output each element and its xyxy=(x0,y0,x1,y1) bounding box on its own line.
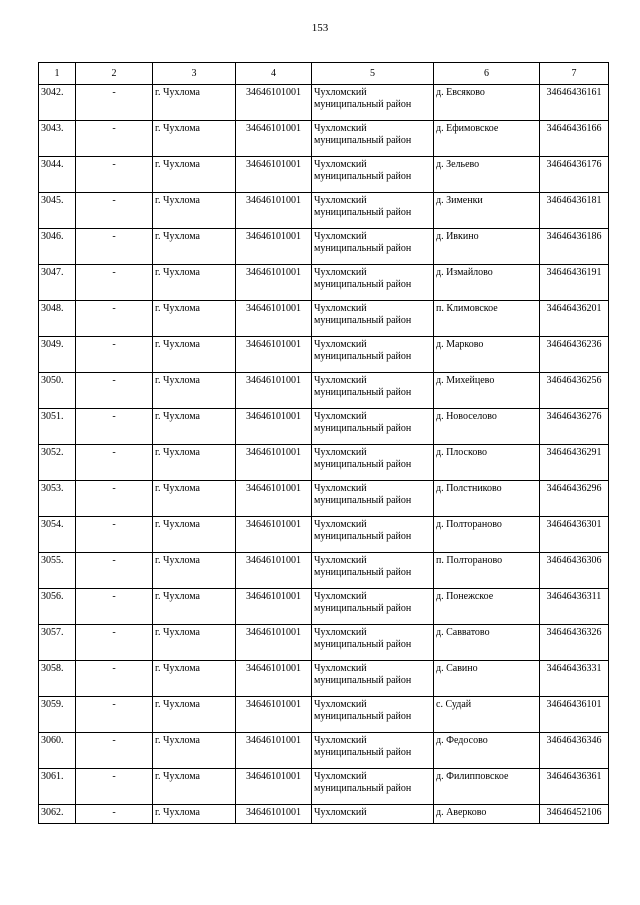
oktmo-cell: 34646436276 xyxy=(540,409,609,445)
district-cell: Чухломский муниципальный район xyxy=(312,625,434,661)
oktmo-cell: 34646436191 xyxy=(540,265,609,301)
page-number: 153 xyxy=(311,22,329,34)
city-cell: г. Чухлома xyxy=(153,121,236,157)
district-cell: Чухломский муниципальный район xyxy=(312,589,434,625)
settlement-cell: д. Федосово xyxy=(434,733,540,769)
table-row xyxy=(39,409,609,445)
row-number-cell: 3062. xyxy=(39,805,76,824)
table-row xyxy=(39,121,609,157)
settlement-cell: д. Филипповское xyxy=(434,769,540,805)
column-header: 7 xyxy=(540,63,609,85)
oktmo-cell: 34646436301 xyxy=(540,517,609,553)
oktmo-cell: 34646436256 xyxy=(540,373,609,409)
col2-cell: - xyxy=(76,409,153,445)
row-number-cell: 3050. xyxy=(39,373,76,409)
city-cell: г. Чухлома xyxy=(153,85,236,121)
table-header-row xyxy=(39,63,609,85)
settlement-cell: д. Зельево xyxy=(434,157,540,193)
city-cell: г. Чухлома xyxy=(153,409,236,445)
city-code-cell: 34646101001 xyxy=(236,517,312,553)
row-number-cell: 3049. xyxy=(39,337,76,373)
table-row xyxy=(39,229,609,265)
city-cell: г. Чухлома xyxy=(153,301,236,337)
col2-cell: - xyxy=(76,553,153,589)
city-code-cell: 34646101001 xyxy=(236,373,312,409)
table-row xyxy=(39,157,609,193)
settlement-cell: д. Михейцево xyxy=(434,373,540,409)
settlement-cell: д. Савино xyxy=(434,661,540,697)
column-header: 3 xyxy=(153,63,236,85)
city-code-cell: 34646101001 xyxy=(236,301,312,337)
table-row xyxy=(39,589,609,625)
oktmo-cell: 34646452106 xyxy=(540,805,609,824)
district-cell: Чухломский муниципальный район xyxy=(312,301,434,337)
city-cell: г. Чухлома xyxy=(153,193,236,229)
oktmo-cell: 34646436291 xyxy=(540,445,609,481)
oktmo-cell: 34646436296 xyxy=(540,481,609,517)
col2-cell: - xyxy=(76,301,153,337)
row-number-cell: 3045. xyxy=(39,193,76,229)
settlement-cell: д. Понежское xyxy=(434,589,540,625)
col2-cell: - xyxy=(76,373,153,409)
oktmo-cell: 34646436161 xyxy=(540,85,609,121)
table-row xyxy=(39,733,609,769)
city-cell: г. Чухлома xyxy=(153,481,236,517)
row-number-cell: 3044. xyxy=(39,157,76,193)
district-cell: Чухломский муниципальный район xyxy=(312,517,434,553)
table-row xyxy=(39,85,609,121)
settlement-cell: д. Аверково xyxy=(434,805,540,824)
oktmo-cell: 34646436236 xyxy=(540,337,609,373)
settlement-cell: с. Судай xyxy=(434,697,540,733)
city-code-cell: 34646101001 xyxy=(236,481,312,517)
row-number-cell: 3043. xyxy=(39,121,76,157)
district-cell: Чухломский муниципальный район xyxy=(312,265,434,301)
city-cell: г. Чухлома xyxy=(153,769,236,805)
col2-cell: - xyxy=(76,85,153,121)
district-cell: Чухломский муниципальный район xyxy=(312,769,434,805)
table-row xyxy=(39,373,609,409)
col2-cell: - xyxy=(76,121,153,157)
district-cell: Чухломский муниципальный район xyxy=(312,337,434,373)
col2-cell: - xyxy=(76,481,153,517)
city-code-cell: 34646101001 xyxy=(236,589,312,625)
col2-cell: - xyxy=(76,193,153,229)
settlement-cell: п. Климовское xyxy=(434,301,540,337)
district-cell: Чухломский муниципальный район xyxy=(312,481,434,517)
city-code-cell: 34646101001 xyxy=(236,265,312,301)
settlement-cell: д. Полстниково xyxy=(434,481,540,517)
table-row xyxy=(39,265,609,301)
table-row xyxy=(39,301,609,337)
oktmo-cell: 34646436166 xyxy=(540,121,609,157)
settlement-cell: д. Полтораново xyxy=(434,517,540,553)
settlement-cell: д. Плосково xyxy=(434,445,540,481)
oktmo-cell: 34646436101 xyxy=(540,697,609,733)
row-number-cell: 3042. xyxy=(39,85,76,121)
row-number-cell: 3048. xyxy=(39,301,76,337)
district-cell: Чухломский муниципальный район xyxy=(312,85,434,121)
row-number-cell: 3054. xyxy=(39,517,76,553)
row-number-cell: 3060. xyxy=(39,733,76,769)
district-cell: Чухломский муниципальный район xyxy=(312,373,434,409)
district-cell: Чухломский муниципальный район xyxy=(312,661,434,697)
settlement-cell: д. Измайлово xyxy=(434,265,540,301)
city-code-cell: 34646101001 xyxy=(236,625,312,661)
district-cell: Чухломский муниципальный район xyxy=(312,733,434,769)
city-code-cell: 34646101001 xyxy=(236,733,312,769)
oktmo-cell: 34646436311 xyxy=(540,589,609,625)
column-header: 6 xyxy=(434,63,540,85)
district-cell: Чухломский муниципальный район xyxy=(312,193,434,229)
table-row xyxy=(39,805,609,824)
settlement-cell: д. Зименки xyxy=(434,193,540,229)
row-number-cell: 3046. xyxy=(39,229,76,265)
col2-cell: - xyxy=(76,625,153,661)
row-number-cell: 3047. xyxy=(39,265,76,301)
city-cell: г. Чухлома xyxy=(153,553,236,589)
district-cell: Чухломский муниципальный район xyxy=(312,409,434,445)
city-cell: г. Чухлома xyxy=(153,733,236,769)
table-row xyxy=(39,481,609,517)
col2-cell: - xyxy=(76,733,153,769)
col2-cell: - xyxy=(76,265,153,301)
table-row xyxy=(39,553,609,589)
oktmo-cell: 34646436181 xyxy=(540,193,609,229)
col2-cell: - xyxy=(76,157,153,193)
table-row xyxy=(39,517,609,553)
table-row xyxy=(39,625,609,661)
city-cell: г. Чухлома xyxy=(153,625,236,661)
district-cell: Чухломский муниципальный район xyxy=(312,229,434,265)
city-code-cell: 34646101001 xyxy=(236,121,312,157)
city-code-cell: 34646101001 xyxy=(236,337,312,373)
oktmo-cell: 34646436306 xyxy=(540,553,609,589)
oktmo-cell: 34646436331 xyxy=(540,661,609,697)
city-cell: г. Чухлома xyxy=(153,445,236,481)
city-cell: г. Чухлома xyxy=(153,517,236,553)
row-number-cell: 3059. xyxy=(39,697,76,733)
table-row xyxy=(39,337,609,373)
table-row xyxy=(39,697,609,733)
row-number-cell: 3053. xyxy=(39,481,76,517)
city-cell: г. Чухлома xyxy=(153,661,236,697)
col2-cell: - xyxy=(76,661,153,697)
settlement-cell: п. Полтораново xyxy=(434,553,540,589)
col2-cell: - xyxy=(76,589,153,625)
city-code-cell: 34646101001 xyxy=(236,229,312,265)
col2-cell: - xyxy=(76,805,153,824)
city-code-cell: 34646101001 xyxy=(236,805,312,824)
city-cell: г. Чухлома xyxy=(153,697,236,733)
city-code-cell: 34646101001 xyxy=(236,409,312,445)
oktmo-cell: 34646436326 xyxy=(540,625,609,661)
settlement-cell: д. Марково xyxy=(434,337,540,373)
city-cell: г. Чухлома xyxy=(153,265,236,301)
district-cell: Чухломский муниципальный район xyxy=(312,121,434,157)
settlement-cell: д. Ефимовское xyxy=(434,121,540,157)
table-row xyxy=(39,769,609,805)
oktmo-cell: 34646436201 xyxy=(540,301,609,337)
row-number-cell: 3052. xyxy=(39,445,76,481)
col2-cell: - xyxy=(76,517,153,553)
city-code-cell: 34646101001 xyxy=(236,157,312,193)
row-number-cell: 3056. xyxy=(39,589,76,625)
city-code-cell: 34646101001 xyxy=(236,553,312,589)
city-code-cell: 34646101001 xyxy=(236,769,312,805)
oktmo-cell: 34646436346 xyxy=(540,733,609,769)
oktmo-cell: 34646436186 xyxy=(540,229,609,265)
city-code-cell: 34646101001 xyxy=(236,85,312,121)
district-cell: Чухломский муниципальный район xyxy=(312,553,434,589)
col2-cell: - xyxy=(76,445,153,481)
city-code-cell: 34646101001 xyxy=(236,445,312,481)
city-cell: г. Чухлома xyxy=(153,373,236,409)
district-cell: Чухломский муниципальный район xyxy=(312,157,434,193)
column-header: 1 xyxy=(39,63,76,85)
district-cell: Чухломский муниципальный район xyxy=(312,445,434,481)
city-cell: г. Чухлома xyxy=(153,589,236,625)
table-row xyxy=(39,445,609,481)
table-row xyxy=(39,193,609,229)
district-cell: Чухломский xyxy=(312,805,434,824)
city-cell: г. Чухлома xyxy=(153,337,236,373)
row-number-cell: 3061. xyxy=(39,769,76,805)
settlement-cell: д. Ивкино xyxy=(434,229,540,265)
settlement-cell: д. Новоселово xyxy=(434,409,540,445)
column-header: 2 xyxy=(76,63,153,85)
row-number-cell: 3055. xyxy=(39,553,76,589)
column-header: 4 xyxy=(236,63,312,85)
settlement-cell: д. Савватово xyxy=(434,625,540,661)
settlement-cell: д. Евсяково xyxy=(434,85,540,121)
district-cell: Чухломский муниципальный район xyxy=(312,697,434,733)
city-code-cell: 34646101001 xyxy=(236,697,312,733)
col2-cell: - xyxy=(76,697,153,733)
city-cell: г. Чухлома xyxy=(153,805,236,824)
city-code-cell: 34646101001 xyxy=(236,661,312,697)
city-code-cell: 34646101001 xyxy=(236,193,312,229)
oktmo-cell: 34646436176 xyxy=(540,157,609,193)
col2-cell: - xyxy=(76,337,153,373)
row-number-cell: 3058. xyxy=(39,661,76,697)
col2-cell: - xyxy=(76,229,153,265)
registry-table xyxy=(38,62,609,824)
city-cell: г. Чухлома xyxy=(153,229,236,265)
city-cell: г. Чухлома xyxy=(153,157,236,193)
row-number-cell: 3057. xyxy=(39,625,76,661)
table-row xyxy=(39,661,609,697)
oktmo-cell: 34646436361 xyxy=(540,769,609,805)
col2-cell: - xyxy=(76,769,153,805)
row-number-cell: 3051. xyxy=(39,409,76,445)
column-header: 5 xyxy=(312,63,434,85)
